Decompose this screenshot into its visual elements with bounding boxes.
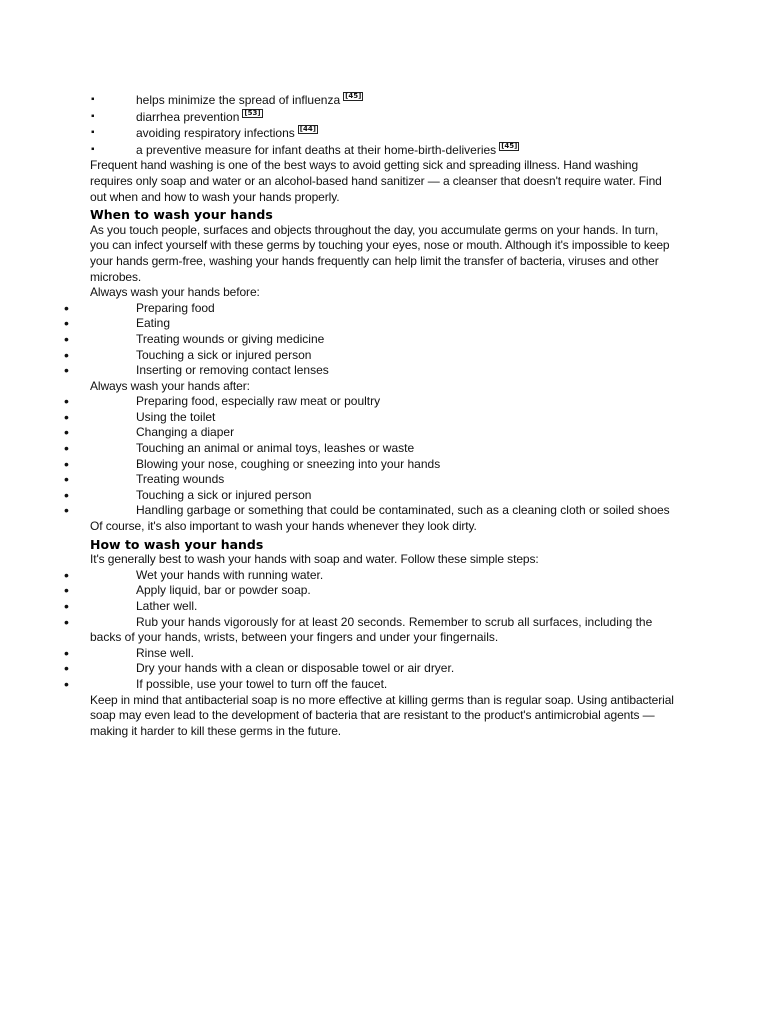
- list-item-text: Lather well.: [136, 599, 198, 613]
- dot-bullet: •: [64, 598, 69, 614]
- list-item: [0, 661, 676, 677]
- list-item-text: Touching a sick or injured person: [136, 347, 312, 362]
- after-label: Always wash your hands after:: [90, 378, 250, 393]
- list-item-text: Wet your hands with running water.: [136, 567, 324, 582]
- dot-bullet: •: [64, 455, 69, 472]
- dot-bullet: •: [64, 315, 69, 332]
- dot-bullet: •: [64, 393, 69, 410]
- list-item-text: Preparing food: [136, 300, 215, 315]
- dot-bullet: •: [64, 486, 69, 503]
- square-bullet: ▪: [91, 143, 95, 155]
- list-item-text: Inserting or removing contact lenses: [136, 363, 329, 378]
- list-item: [0, 125, 768, 142]
- closing-paragraph: Keep in mind that antibacterial soap is no more effective at killing germs than is regular soap. Using antibacterial soap may even lead to the development of bacteria that are resistant to the product's antimicrobial agents — making it harder to kill these germs in the future.: [90, 692, 674, 738]
- dirty-note: Of course, it's also important to wash your hands whenever they look dirty.: [90, 519, 477, 534]
- when-paragraph: As you touch people, surfaces and objects throughout the day, you accumulate germs on your hands. In turn, you can infect yourself with these germs by touching your eyes, nose or mouth. Although it's impossible to keep your hands germ-free, washing your hands frequently can help limit the transfer of bacteria, viruses and other microbes.: [90, 222, 670, 284]
- dot-bullet: •: [64, 644, 69, 661]
- list-item: [0, 646, 676, 662]
- list-item-text: If possible, use your towel to turn off the faucet.: [136, 676, 388, 691]
- square-bullet: ▪: [91, 94, 95, 105]
- list-item: [0, 599, 676, 615]
- dot-bullet: •: [64, 471, 69, 488]
- document-content: [0, 92, 768, 739]
- list-item: [0, 301, 676, 317]
- list-item-text: Rinse well.: [136, 645, 195, 660]
- list-item-text: Touching an animal or animal toys, leashes or waste: [136, 441, 415, 456]
- dot-bullet: •: [64, 424, 69, 441]
- list-item: [0, 92, 768, 109]
- list-item: [0, 394, 676, 410]
- list-item: [0, 332, 676, 348]
- dot-bullet: •: [64, 362, 69, 379]
- benefit-text: diarrhea prevention: [136, 109, 240, 124]
- list-item: [0, 410, 676, 426]
- dot-bullet: •: [64, 346, 69, 363]
- list-item: [0, 348, 676, 364]
- benefit-text: helps minimize the spread of influenza: [136, 93, 341, 107]
- list-item-text: Rub your hands vigorously for at least 20 seconds. Remember to scrub all surfaces, including the backs of your hands, wrists, between your fingers and under your fingernails.: [90, 614, 653, 645]
- list-item: [0, 488, 676, 504]
- dot-bullet: •: [64, 440, 69, 457]
- steps-list: [0, 568, 768, 693]
- list-item-text: Apply liquid, bar or powder soap.: [136, 583, 311, 598]
- list-item: [0, 615, 676, 646]
- citation-link[interactable]: [45]: [345, 92, 362, 100]
- benefit-text: avoiding respiratory infections: [136, 126, 295, 141]
- list-item: [0, 425, 676, 441]
- list-item: [0, 142, 768, 159]
- dot-bullet: •: [64, 299, 69, 316]
- dot-bullet: •: [64, 613, 69, 630]
- benefit-text: a preventive measure for infant deaths at their home-birth-deliveries: [136, 142, 497, 157]
- list-item-text: Using the toilet: [136, 409, 216, 424]
- list-item: [0, 503, 676, 519]
- list-item-text: Dry your hands with a clean or disposable towel or air dryer.: [136, 661, 455, 676]
- list-item: [0, 583, 676, 599]
- list-item: [0, 441, 676, 457]
- dot-bullet: •: [64, 660, 69, 677]
- list-item: [0, 316, 676, 332]
- when-heading: When to wash your hands: [90, 207, 273, 223]
- list-item-text: Treating wounds or giving medicine: [136, 331, 325, 346]
- citation-link[interactable]: [45]: [501, 141, 518, 150]
- square-bullet: ▪: [91, 127, 95, 139]
- how-heading: How to wash your hands: [90, 536, 264, 552]
- dot-bullet: •: [64, 408, 69, 425]
- list-item: [0, 677, 676, 693]
- list-item-text: Changing a diaper: [136, 425, 235, 440]
- dot-bullet: •: [64, 502, 69, 519]
- before-list: [0, 301, 768, 379]
- list-item: [0, 568, 676, 584]
- dot-bullet: •: [64, 566, 69, 583]
- list-item: [0, 363, 676, 379]
- list-item-text: Eating: [136, 316, 171, 331]
- benefits-list: [0, 92, 768, 158]
- list-item-text: Handling garbage or something that could be contaminated, such as a cleaning cloth or soiled shoes: [136, 503, 670, 518]
- how-intro: It's generally best to wash your hands with soap and water. Follow these simple steps:: [90, 552, 539, 567]
- list-item-text: Touching a sick or injured person: [136, 487, 312, 502]
- dot-bullet: •: [64, 675, 69, 692]
- list-item: [0, 472, 676, 488]
- list-item-text: Treating wounds: [136, 472, 225, 487]
- list-item-text: Blowing your nose, coughing or sneezing into your hands: [136, 456, 441, 471]
- list-item: [0, 109, 768, 126]
- before-label: Always wash your hands before:: [90, 285, 260, 300]
- list-item-text: Preparing food, especially raw meat or poultry: [136, 394, 381, 409]
- list-item: [0, 457, 676, 473]
- citation-link[interactable]: [53]: [244, 108, 261, 117]
- citation-link[interactable]: [44]: [299, 125, 316, 134]
- square-bullet: ▪: [91, 110, 95, 122]
- after-list: [0, 394, 768, 519]
- dot-bullet: •: [64, 330, 69, 347]
- intro-paragraph: Frequent hand washing is one of the best ways to avoid getting sick and spreading illness. Hand washing requires only soap and water or an alcohol-based hand sanitizer — a cleanser that doesn't require water. Find out when and how to wash your hands properly.: [90, 158, 662, 204]
- dot-bullet: •: [64, 582, 69, 599]
